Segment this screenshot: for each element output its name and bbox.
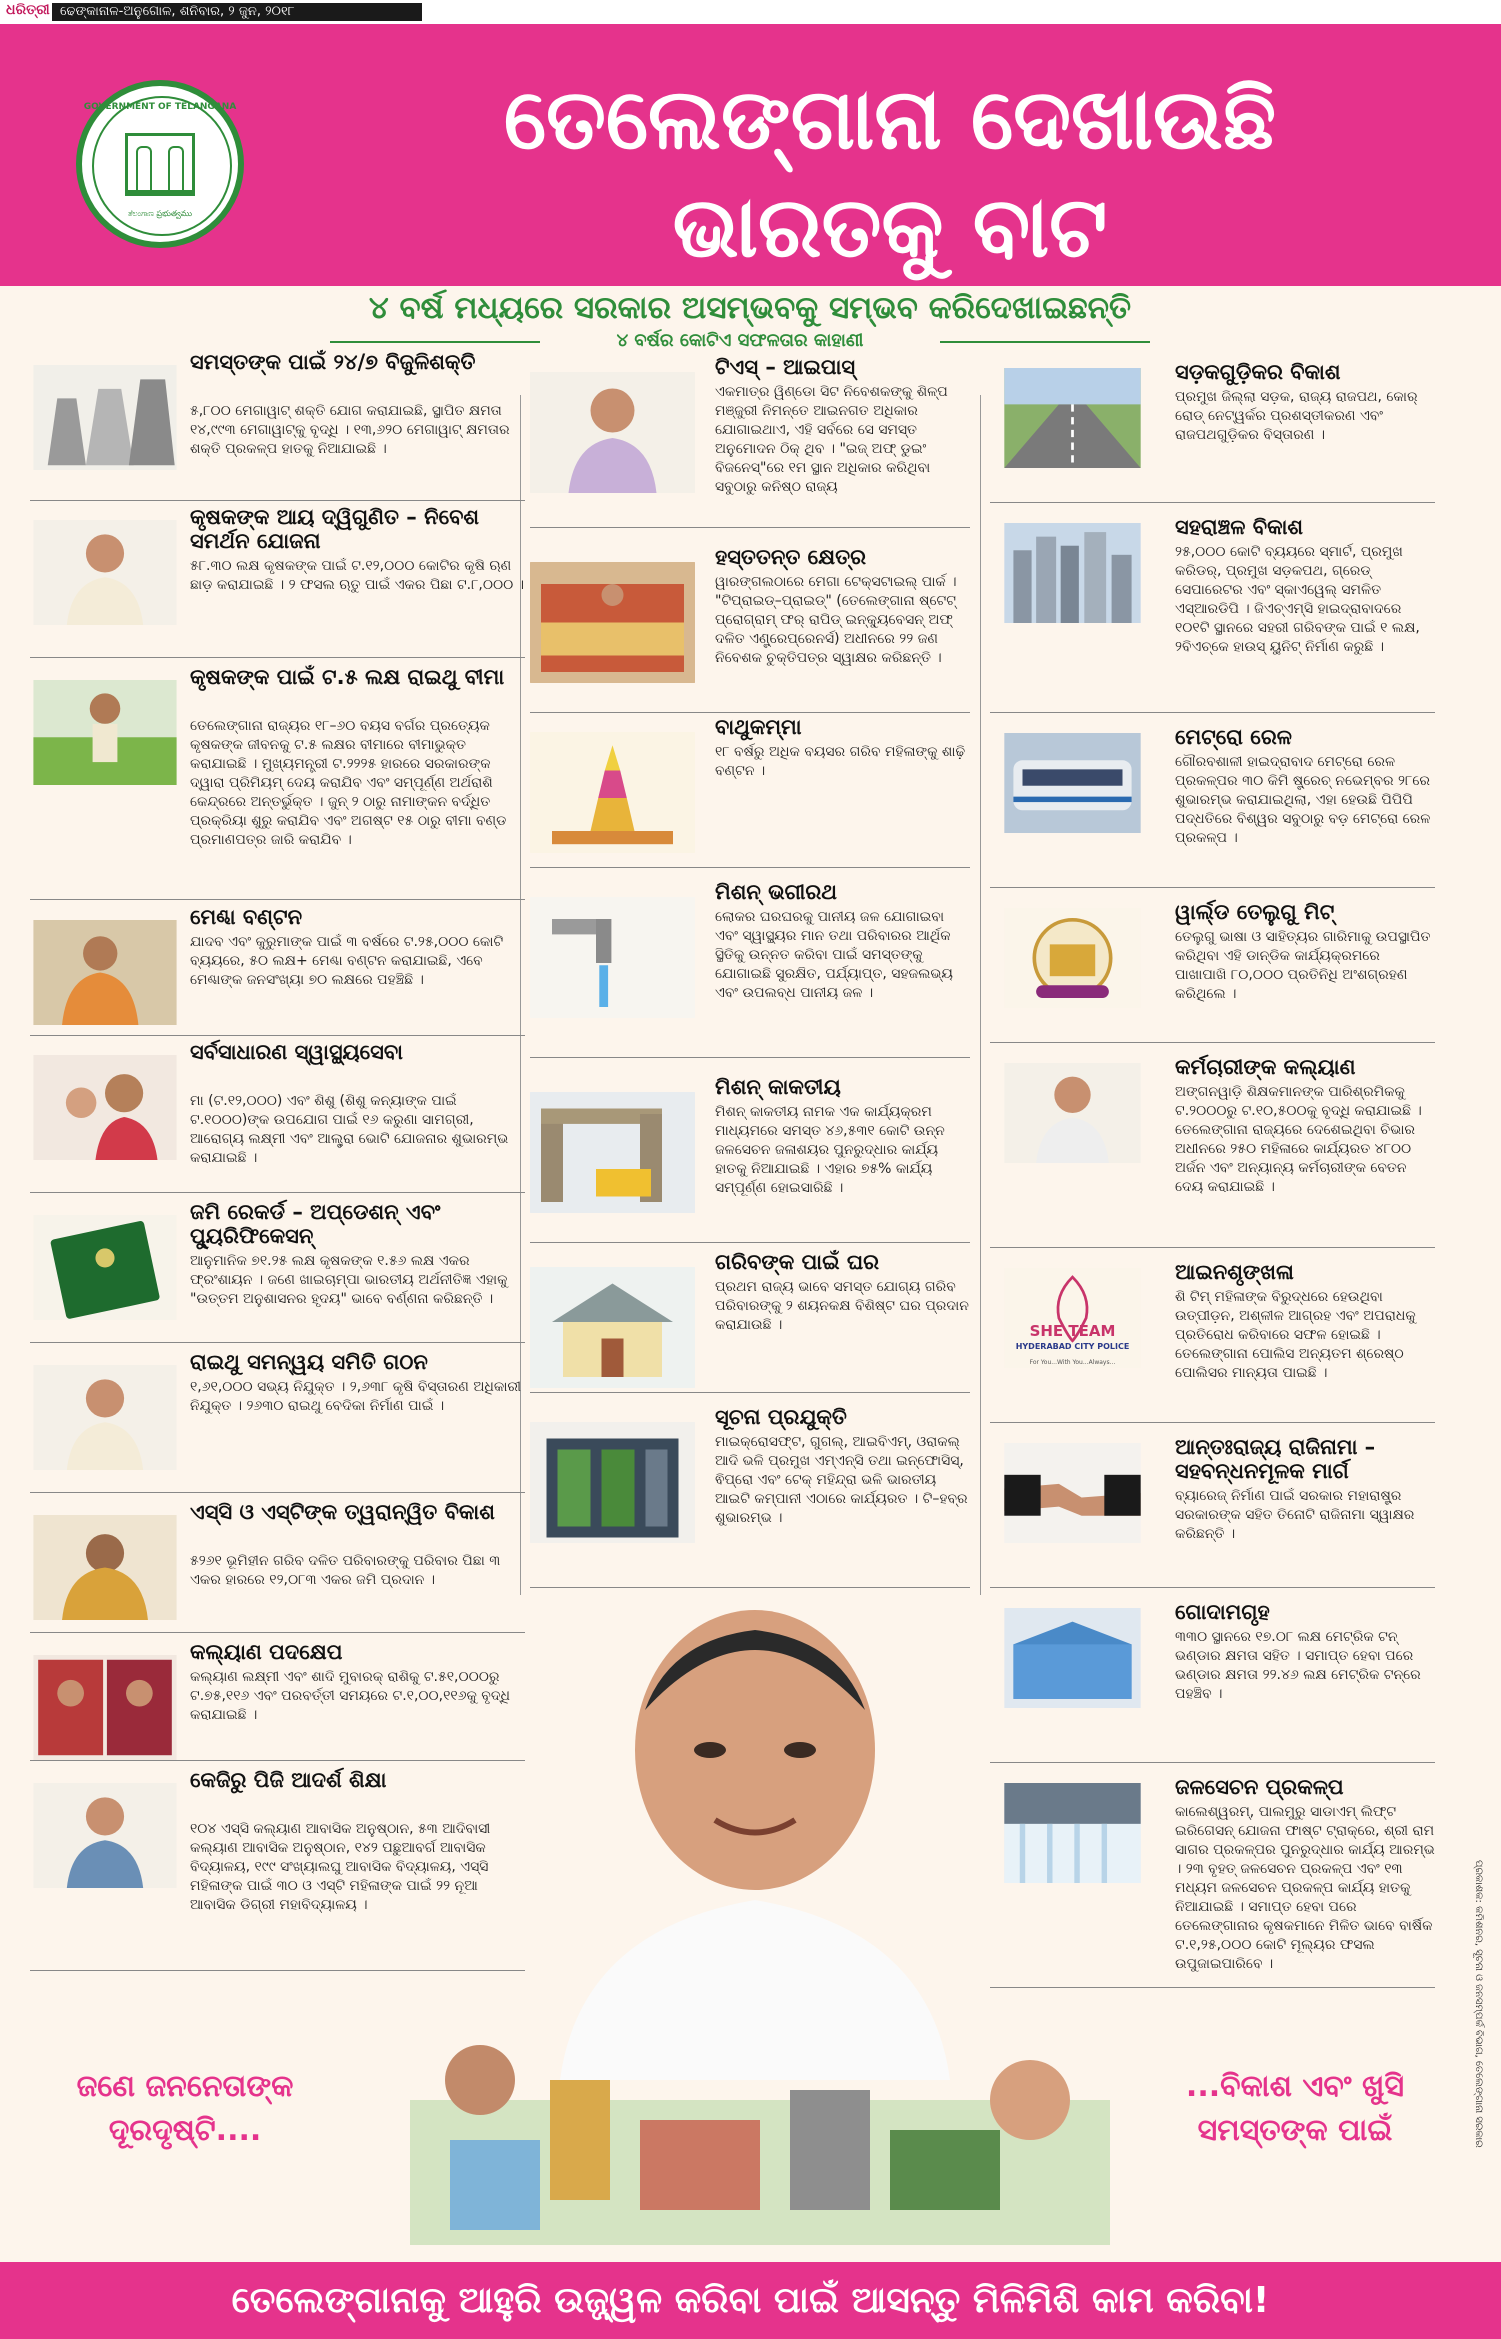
newspaper-brand: ଧରିତ୍ରୀ bbox=[6, 2, 50, 18]
col3-item bbox=[990, 900, 1435, 1040]
col3-item bbox=[990, 1600, 1435, 1760]
skyline-icon bbox=[990, 523, 1155, 623]
publisher-credit: ପ୍ରକାଶକ: କମିଶନର, ସୂଚନା ଓ ଜନସମ୍ପର୍କ ବିଭାଗ, ତେଲେଙ୍ଗାନା ସରକାର bbox=[1473, 1860, 1484, 2148]
farmer-field-icon bbox=[30, 680, 180, 785]
item-separator bbox=[530, 712, 970, 713]
subheadline: ୪ ବର୍ଷ ମଧ୍ୟରେ ସରକାର ଅସମ୍ଭବକୁ ସମ୍ଭବ କରିଦେଖାଇଛନ୍ତି bbox=[368, 290, 1132, 326]
headline-banner bbox=[0, 24, 1501, 286]
col2-item-title: ହସ୍ତତନ୍ତ କ୍ଷେତ୍ର bbox=[715, 545, 867, 569]
item-separator bbox=[990, 1422, 1435, 1423]
development-collage bbox=[410, 2020, 1110, 2245]
item-separator bbox=[30, 1342, 525, 1343]
col2-item-text: ମାଇକ୍ରୋସଫ୍ଟ, ଗୁଗଲ୍, ଆଇବିଏମ୍, ଓରାକଲ୍ ଆଦି ଭଳି ପ୍ରମୁଖ ଏମ୍‌ଏନ୍‌ସି ତଥା ଇନ୍‌ଫୋସିସ୍, ଵିପ୍ରୋ ଏବଂ ଟେକ୍ ମହିନ୍ଦ୍ରା ଭଳି ଭାରତୀୟ ଆଇଟି କମ୍ପାନୀ ଏଠାରେ କାର୍ଯ୍ୟରତ । ଟି–ହବ୍‌ର ଶୁଭାରମ୍ଭ । bbox=[715, 1434, 968, 1526]
col2-item bbox=[530, 355, 970, 525]
col3-item bbox=[990, 1055, 1435, 1245]
loom-icon bbox=[530, 560, 695, 685]
tagline: ୪ ବର୍ଷର କୋଟିଏ ସଫଳତାର କାହାଣୀ bbox=[550, 330, 930, 351]
col1-item-title: ସମସ୍ତଙ୍କ ପାଇଁ ୨୪/୭ ବିଜୁଳିଶକ୍ତି bbox=[190, 350, 476, 374]
col3-item bbox=[990, 1775, 1435, 1985]
item-separator bbox=[530, 1057, 970, 1058]
item-separator bbox=[990, 1042, 1435, 1043]
col2-item-title: ମିଶନ୍ ଭଗୀରଥ bbox=[715, 880, 837, 904]
item-separator bbox=[30, 1035, 525, 1036]
headline-line-2: ଭାରତକୁ ବାଟ bbox=[672, 178, 1108, 276]
power-plant-icon bbox=[30, 365, 180, 470]
dateline: ଢେଙ୍କାନାଳ-ଅନୁଗୋଳ, ଶନିବାର, ୨ ଜୁନ, ୨୦୧୮ bbox=[52, 3, 422, 21]
she-team-logo-text: SHE TEAM HYDERABAD CITY POLICE For You...With You...Always... bbox=[1015, 1322, 1130, 1366]
item-separator bbox=[990, 1587, 1435, 1588]
col2-item bbox=[530, 880, 970, 1055]
col2-item-text: ଏକମାତ୍ର ୱିଣ୍ଡୋ ସିଟ ନିବେଶକଙ୍କୁ ଶିଳ୍ପ ମଞ୍ଜୁରୀ ନିମନ୍ତେ ଆଇନଗତ ଅଧିକାର ଯୋଗାଇଥାଏ, ଏହି ସର୍ବରେ ସେ ସମସ୍ତ ଅନୁମୋଦନ ଠିକ୍ ଥିବ । "ଇଜ୍ ଅଫ୍ ଡୁଇଂ ବିଜନେସ୍"ରେ ୧ମ ସ୍ଥାନ ଅଧିକାର କରିଥିବା ସବୁଠାରୁ କନିଷ୍ଠ ରାଜ୍ୟ bbox=[715, 384, 948, 495]
col1-item-title: କୃଷକଙ୍କ ଆୟ ଦ୍ୱିଗୁଣିତ – ନିବେଶ ସମର୍ଥନ ଯୋଜନା bbox=[190, 505, 480, 553]
metro-train-icon bbox=[990, 733, 1155, 833]
col3-item-title: ସହରାଞ୍ଚଳ ବିକାଶ bbox=[1175, 515, 1304, 539]
highway-icon bbox=[990, 368, 1155, 468]
water-tap-icon bbox=[530, 895, 695, 1020]
warehouse-icon bbox=[990, 1608, 1155, 1708]
col2-item bbox=[530, 715, 970, 865]
col2-item-text: ୧୮ ବର୍ଷରୁ ଅଧିକ ବୟସର ଗରିବ ମହିଳାଙ୍କୁ ଶାଢ଼ି ବଣ୍ଟନ । bbox=[715, 744, 966, 779]
col1-item-title: କୃଷକଙ୍କ ପାଇଁ ଟ.୫ ଲକ୍ଷ ରାଇଥୁ ବୀମା bbox=[190, 665, 505, 689]
col2-item-text: ୱାରଙ୍ଗଲଠାରେ ମେଗା ଟେକ୍ସଟାଇଲ୍ ପାର୍କ । "ଟିପ୍ରାଇଡ୍–ପ୍ରାଇଡ୍" (ତେଲେଙ୍ଗାନା ଷ୍ଟେଟ୍ ପ୍ରୋଗ୍ରାମ୍ ଫର୍ ରାପିଡ୍ ଇନ୍‌କ୍ୟୁବେସନ୍ ଅଫ୍ ଦଳିତ ଏଣ୍ଟ୍ରେପ୍ରେନର୍ସ) ଅଧୀନରେ ୨୨ ଜଣ ନିବେଶକ ଚୁକ୍ତିପତ୍ର ସ୍ୱାକ୍ଷର କରିଛନ୍ତି । bbox=[715, 574, 957, 666]
house-icon bbox=[530, 1265, 695, 1390]
col1-item-text: ତେଲେଙ୍ଗାନା ରାଜ୍ୟର ୧୮–୬୦ ବୟସ ବର୍ଗର ପ୍ରତ୍ୟେକ କୃଷକଙ୍କ ଜୀବନକୁ ଟ.୫ ଲକ୍ଷର ବୀମାରେ ବୀମାଭୁକ୍ତ କରାଯାଇଛି । ମୁଖ୍ୟମନ୍ତ୍ରୀ ଟ.୨୨୨୫ ହାରରେ ସରକାରଙ୍କ ଦ୍ୱାରା ପ୍ରିମିୟମ୍ ଦେୟ କରାଯିବ ଏବଂ ସମ୍ପୂର୍ଣ୍ଣ ଅର୍ଥରାଶି କେନ୍ଦ୍ରରେ ଅନ୍ତର୍ଭୁକ୍ତ । ଜୁନ୍ ୨ ଠାରୁ ନାମାଙ୍କନ ବର୍ଦ୍ଧିତ ପ୍ରକ୍ରିୟା ଶୁରୁ କରାଯିବ ଏବଂ ଅଗଷ୍ଟ ୧୫ ଠାରୁ ବୀମା ବଣ୍ଡ ପ୍ରମାଣପତ୍ର ଜାରି କରାଯିବ । bbox=[190, 718, 507, 848]
ktr-portrait-icon bbox=[530, 370, 695, 495]
col3-item-text: ଗୌରବଶାଳୀ ହାଇଦ୍ରାବାଦ ମେଟ୍ରୋ ରେଳ ପ୍ରକଳ୍ପର ୩୦ କିମି ଷ୍ଟ୍ରେଚ୍ ନଭେମ୍ବର ୨୮ରେ ଶୁଭାରମ୍ଭ କରାଯାଇଥିଲା, ଏହା ହେଉଛି ପିପିପି ପଦ୍ଧତିରେ ବିଶ୍ୱର ସବୁଠାରୁ ବଡ଼ ମେଟ୍ରୋ ରେଳ ପ୍ରକଳ୍ପ । bbox=[1175, 754, 1431, 846]
col1-item-text: ୫,୮୦୦ ମେଗାୱାଟ୍ ଶକ୍ତି ଯୋଗ କରାଯାଇଛି, ସ୍ଥାପିତ କ୍ଷମତା ୧୪,୯୯୩ ମେଗାୱାଟ୍‌କୁ ବୃଦ୍ଧି । ୧୩,୬୨୦ ମେଗାୱାଟ୍ କ୍ଷମତାର ଶକ୍ତି ପ୍ରକଳ୍ପ ହାତକୁ ନିଆଯାଇଛି । bbox=[190, 403, 510, 457]
item-separator bbox=[990, 1762, 1435, 1763]
col3-item-text: ଶି ଟିମ୍ ମହିଳାଙ୍କ ବିରୁଦ୍ଧରେ ହେଉଥିବା ଉତ୍ପୀଡ଼ନ, ଅଶ୍ଳୀଳ ଆଗ୍ରହ ଏବଂ ଅପରାଧକୁ ପ୍ରତିରୋଧ କରିବାରେ ସଫଳ ହୋଇଛି । ତେଲେଙ୍ଗାନା ପୋଲିସ ଅନ୍ୟତମ ଶ୍ରେଷ୍ଠ ପୋଲିସର ମାନ୍ୟତା ପାଇଛି । bbox=[1175, 1289, 1416, 1381]
item-separator bbox=[990, 712, 1435, 713]
item-separator bbox=[30, 899, 525, 900]
col3-item-text: କାଲେଶ୍ୱରମ୍, ପାଲମୁରୁ ସାଡାଏମ୍ ଲିଫ୍ଟ ଇରିଗେସନ୍ ଯୋଜନା ଫାଷ୍ଟ ଟ୍ରାକ୍‌ରେ, ଶ୍ରୀ ରାମ ସାଗର ପ୍ରକଳ୍ପର ପୁନରୁଦ୍ଧାର କାର୍ଯ୍ୟ ଆରମ୍ଭ । ୨୩ ବୃହତ୍ ଜଳସେଚନ ପ୍ରକଳ୍ପ ଏବଂ ୧୩ ମଧ୍ୟମ ଜଳସେଚନ ପ୍ରକଳ୍ପ କାର୍ଯ୍ୟ ହାତକୁ ନିଆଯାଇଛି । ସମାପ୍ତ ହେବା ପରେ ତେଲେଙ୍ଗାନାର କୃଷକମାନେ ମିଳିତ ଭାବେ ବାର୍ଷିକ ଟ.୧,୨୫,୦୦୦ କୋଟି ମୂଲ୍ୟର ଫସଲ ଉପୁଜାଇପାରିବେ । bbox=[1175, 1804, 1435, 1972]
old-man-icon bbox=[30, 1365, 180, 1470]
col1-item bbox=[30, 1350, 525, 1490]
col3-item-text: ୩୩୦ ସ୍ଥାନରେ ୧୭.୦୮ ଲକ୍ଷ ମେଟ୍ରିକ ଟନ୍ ଭଣ୍ଡାର କ୍ଷମତା ସହିତ । ସମାପ୍ତ ହେବା ପରେ ଭଣ୍ଡାର କ୍ଷମତା ୨୨.୪୬ ଲକ୍ଷ ମେଟ୍ରିକ ଟନ୍‌ରେ ପହଞ୍ଚିବ । bbox=[1175, 1629, 1421, 1702]
slogan-right: ...ବିକାଶ ଏବଂ ଖୁସି ସମସ୍ତଙ୍କ ପାଇଁ bbox=[1185, 2069, 1405, 2148]
it-building-icon bbox=[530, 1420, 695, 1545]
col1-item-text: ଯାଦବ ଏବଂ କୁରୁମାଙ୍କ ପାଇଁ ୩ ବର୍ଷରେ ଟ.୨୫,୦୦୦ କୋଟି ବ୍ୟୟରେ, ୫୦ ଲକ୍ଷ+ ମେଣ୍ଢା ବଣ୍ଟନ କରାଯାଇଛି, ଏବେ ମେଣ୍ଢାଙ୍କ ଜନସଂଖ୍ୟା ୭୦ ଲକ୍ଷରେ ପହଞ୍ଚିଛି । bbox=[190, 934, 504, 988]
col3-item-title: ଗୋଦାମଗୃହ bbox=[1175, 1600, 1270, 1624]
young-man-icon bbox=[990, 1063, 1155, 1163]
item-separator bbox=[530, 1587, 970, 1588]
col1-item bbox=[30, 665, 525, 897]
telangana-seal-logo bbox=[76, 80, 244, 248]
col1-item-text: ମା (ଟ.୧୨,୦୦୦) ଏବଂ ଶିଶୁ (ଶିଶୁ କନ୍ୟାଙ୍କ ପାଇଁ ଟ.୧୦୦୦)ଙ୍କ ଉପଯୋଗ ପାଇଁ ୧୬ କରୁଣା ସାମଗ୍ରୀ, ଆରୋଗ୍ୟ ଲକ୍ଷ୍ମୀ ଏବଂ ଆଲ୍ଟ୍ରା ଭୋଟି ଯୋଜନାର ଶୁଭାରମ୍ଭ କରାଯାଇଛି । bbox=[190, 1093, 509, 1166]
headline-line-1: ତେଲେଙ୍ଗାନା ଦେଖାଉଛି bbox=[503, 70, 1277, 168]
seal-bottom-text: ತೆಲಂಗಾಣ ప్రభుత్వము bbox=[128, 209, 192, 218]
col3-item-title: ସଡ଼କଗୁଡ଼ିକର ବିକାଶ bbox=[1175, 360, 1341, 384]
mother-child-icon bbox=[30, 1055, 180, 1160]
col3-item-title: ଆନ୍ତଃରାଜ୍ୟ ରାଜିନାମା – ସହବନ୍ଧନମୂଳକ ମାର୍ଗ bbox=[1175, 1435, 1376, 1483]
col3-item-title: ଆଇନଶୃଙ୍ଖଳା bbox=[1175, 1260, 1294, 1284]
col2-item-title: ଗରିବଙ୍କ ପାଇଁ ଘର bbox=[715, 1250, 880, 1274]
col1-item-text: ୫୮.୩୦ ଲକ୍ଷ କୃଷକଙ୍କ ପାଇଁ ଟ.୧୨,୦୦୦ କୋଟିର କୃଷି ଋଣ ଛାଡ଼ କରାଯାଇଛି । ୨ ଫସଲ ଋତୁ ପାଇଁ ଏକର ପିଛା ଟ.୮,୦୦୦ । bbox=[190, 558, 525, 593]
col2-item-title: ଟିଏସ୍ – ଆଇପାସ୍ bbox=[715, 355, 856, 379]
item-separator bbox=[30, 1492, 525, 1493]
item-separator bbox=[30, 500, 525, 501]
col1-item-title: ମେଣ୍ଢା ବଣ୍ଟନ bbox=[190, 905, 303, 929]
col2-item-title: ବାଥୁକମ୍ମା bbox=[715, 715, 802, 739]
col3-item-title: ୱାର୍ଲ୍ଡ ତେଲୁଗୁ ମିଟ୍ bbox=[1175, 900, 1335, 924]
col3-item bbox=[990, 1435, 1435, 1585]
col1-item-text: ଆନୁମାନିକ ୭୧.୨୫ ଲକ୍ଷ କୃଷକଙ୍କ ୧.୫୬ ଲକ୍ଷ ଏକର ଫ୍ରଂଶାୟନ । ଜଣେ ଖାଇଚାମ୍ପା ଭାରତୀୟ ଅର୍ଥନୀତିଜ୍ଞ ଏହାକୁ "ଉତ୍ତମ ଅନୁଶାସନର ହୃଦୟ" ଭାବେ ବର୍ଣ୍ଣନା କରିଛନ୍ତି । bbox=[190, 1253, 508, 1307]
col2-item-title: ସୂଚନା ପ୍ରଯୁକ୍ତି bbox=[715, 1405, 847, 1429]
col1-item-title: କଲ୍ୟାଣ ପଦକ୍ଷେପ bbox=[190, 1640, 343, 1664]
item-separator bbox=[990, 1247, 1435, 1248]
col1-item-text: ୧,୬୧,୦୦୦ ସଭ୍ୟ ନିଯୁକ୍ତ । ୨,୬୩୮ କୃଷି ବିସ୍ତାରଣ ଅଧିକାରୀ ନିଯୁକ୍ତ । ୨୬୩୦ ରାଇଥୁ ବେଦିକା ନିର୍ମାଣ ପାଇଁ । bbox=[190, 1379, 522, 1414]
col2-item bbox=[530, 1250, 970, 1390]
tagline-rule-left bbox=[330, 341, 540, 343]
col1-item-title: ଜମି ରେକର୍ଡ – ଅପ୍‌ଡେଶନ୍ ଏବଂ ପ୍ୟୁରିଫିକେସନ୍ bbox=[190, 1200, 441, 1248]
col1-item-title: ସର୍ବସାଧାରଣ ସ୍ୱାସ୍ଥ୍ୟସେବା bbox=[190, 1040, 403, 1064]
slogan-left: ଜଣେ ଜନନେତାଙ୍କ ଦୂରଦୃଷ୍ଟି.... bbox=[76, 2069, 294, 2148]
handshake-icon bbox=[990, 1443, 1155, 1543]
col1-item bbox=[30, 350, 525, 498]
col1-item-text: ୫୨୬୧ ଭୂମିହୀନ ଗରିବ ଦଳିତ ପରିବାରଙ୍କୁ ପରିବାର ପିଛା ୩ ଏକର ହାରରେ ୧୨,୦୮୩ ଏକର ଜମି ପ୍ରଦାନ । bbox=[190, 1553, 501, 1588]
col1-item-title: ଏସ୍‌ସି ଓ ଏସ୍‌ଟିଙ୍କ ତ୍ୱରାନ୍ୱିତ ବିକାଶ bbox=[190, 1500, 495, 1524]
col2-item bbox=[530, 1075, 970, 1240]
col2-item-title: ମିଶନ୍ କାକତୀୟ bbox=[715, 1075, 841, 1099]
col3-item-text: ତେଲୁଗୁ ଭାଷା ଓ ସାହିତ୍ୟର ଗାରିମାକୁ ଉପସ୍ଥାପିତ କରିଥିବା ଏହି ଡାନ୍‌ଡିକ କାର୍ଯ୍ୟକ୍ରମରେ ପାଖାପାଖି ୮୦,୦୦୦ ପ୍ରତିନିଧି ଅଂଶଗ୍ରହଣ କରିଥିଲେ । bbox=[1175, 929, 1431, 1002]
farmer-icon bbox=[30, 520, 180, 625]
old-woman-icon bbox=[30, 1515, 180, 1620]
student-icon bbox=[30, 1783, 180, 1888]
item-separator bbox=[990, 502, 1435, 503]
col3-item-title: ମେଟ୍ରୋ ରେଳ bbox=[1175, 725, 1292, 749]
col1-item-text: କଲ୍ୟାଣ ଲକ୍ଷ୍ମୀ ଏବଂ ଶାଦି ମୁବାରକ୍ ରାଶିକୁ ଟ.୫୧,୦୦୦ରୁ ଟ.୭୫,୧୧୬ ଏବଂ ପରବର୍ତ୍ତୀ ସମୟରେ ଟ.୧,୦୦,୧୧୬କୁ ବୃଦ୍ଧି କରାଯାଇଛି । bbox=[190, 1669, 510, 1723]
col3-item-text: ଅଙ୍ଗନୱାଡ଼ି ଶିକ୍ଷକମାନଙ୍କ ପାରିଶ୍ରମିକକୁ ଟ.୨୦୦୦ରୁ ଟ.୧୦,୫୦୦କୁ ବୃଦ୍ଧି କରାଯାଇଛି । ତେଲେଙ୍ଗାନା ରାଜ୍ୟରେ ଦେଶେଇଥିବା ଚିଭାର ଅଧୀନରେ ୨୫୦ ମହିଳାରେ କାର୍ଯ୍ୟରତ ୪୮୦୦ ଅର୍ଜନ ଏବଂ ଅନ୍ୟାନ୍ୟ କର୍ମଚାରୀଙ୍କ ବେତନ ଦେୟ କରାଯାଇଛି । bbox=[1175, 1084, 1422, 1195]
passbook-icon bbox=[30, 1215, 180, 1320]
col1-item bbox=[30, 1500, 525, 1630]
column-divider-2 bbox=[980, 395, 981, 1595]
col3-item bbox=[990, 1260, 1435, 1420]
col2-item bbox=[530, 545, 970, 710]
col3-item-text: ବ୍ୟାରେଜ୍ ନିର୍ମାଣ ପାଇଁ ସରକାର ମହାରାଷ୍ଟ୍ର ସରକାରଙ୍କ ସହିତ ତିନୋଟି ରାଜିନାମା ସ୍ୱାକ୍ଷର କରିଛନ୍ତି । bbox=[1175, 1488, 1415, 1542]
col3-item-text: ପ୍ରମୁଖ ଜିଲ୍ଲା ସଡ଼କ, ରାଜ୍ୟ ରାଜପଥ, କୋର୍ ରୋଡ୍ ନେଟ୍‌ୱର୍କର ପ୍ରଶସ୍ତୀକରଣ ଏବଂ ରାଜପଥଗୁଡ଼ିକର ବିସ୍ତାରଣ । bbox=[1175, 389, 1418, 443]
sheep-woman-icon bbox=[30, 920, 180, 1025]
footer-banner: ତେଲେଙ୍ଗାନାକୁ ଆହୁରି ଉଜ୍ଜ୍ୱଳ କରିବା ପାଇଁ ଆସନ୍ତୁ ମିଳିମିଶି କାମ କରିବା! bbox=[0, 2262, 1501, 2339]
col1-item-text: ୧୦୪ ଏସ୍‌ସି କଲ୍ୟାଣ ଆବାସିକ ଅନୁଷ୍ଠାନ, ୫୩ ଆଦିବାସୀ କଲ୍ୟାଣ ଆବାସିକ ଅନୁଷ୍ଠାନ, ୧୪୨ ପଛୁଆବର୍ଗ ଆବାସିକ ବିଦ୍ୟାଳୟ, ୧୯୯ ସଂଖ୍ୟାଲଘୁ ଆବାସିକ ବିଦ୍ୟାଳୟ, ଏସ୍‌ସି ମହିଳାଙ୍କ ପାଇଁ ୩୦ ଓ ଏସ୍‌ଟି ମହିଳାଙ୍କ ପାଇଁ ୨୨ ନୂଆ ଆବାସିକ ଡିଗ୍ରୀ ମହାବିଦ୍ୟାଳୟ । bbox=[190, 1821, 491, 1913]
item-separator bbox=[530, 1392, 970, 1393]
item-separator bbox=[30, 1760, 525, 1761]
col1-item bbox=[30, 505, 525, 655]
item-separator bbox=[530, 1242, 970, 1243]
item-separator bbox=[30, 1632, 525, 1633]
she-team-logo-icon bbox=[990, 1268, 1155, 1368]
col3-item bbox=[990, 360, 1435, 500]
tagline-rule-right bbox=[940, 341, 1150, 343]
col3-item-title: କର୍ମଚାରୀଙ୍କ କଲ୍ୟାଣ bbox=[1175, 1055, 1356, 1079]
arch-excavator-icon bbox=[530, 1090, 695, 1215]
item-separator bbox=[30, 657, 525, 658]
col3-item bbox=[990, 725, 1435, 885]
col1-item-title: ରାଇଥୁ ସମନ୍ୱୟ ସମିତି ଗଠନ bbox=[190, 1350, 428, 1374]
item-separator bbox=[530, 527, 970, 528]
col2-item-text: ପ୍ରଥମ ରାଜ୍ୟ ଭାବେ ସମସ୍ତ ଯୋଗ୍ୟ ଗରିବ ପରିବାରଙ୍କୁ ୨ ଶୟନକକ୍ଷ ବିଶିଷ୍ଟ ଘର ପ୍ରଦାନ କରାଯାଉଛି । bbox=[715, 1279, 969, 1333]
bathukamma-icon bbox=[530, 730, 695, 855]
item-separator bbox=[30, 1970, 525, 1971]
col1-item bbox=[30, 1040, 525, 1190]
item-separator bbox=[30, 1192, 525, 1193]
col2-item-text: ମିଶନ୍ କାକତୀୟ ନାମକ ଏକ କାର୍ଯ୍ୟକ୍ରମ ମାଧ୍ୟମରେ ସମସ୍ତ ୪୬,୫୩୧ କୋଟି ଉନ୍ନ ଜଳସେଚନ ଜଳାଶୟର ପୁନରୁଦ୍ଧାର କାର୍ଯ୍ୟ ହାତକୁ ନିଆଯାଇଛି । ଏହାର ୭୫% କାର୍ଯ୍ୟ ସମ୍ପୂର୍ଣ୍ଣ ହୋଇସାରିଛି । bbox=[715, 1104, 945, 1196]
col3-item-title: ଜଳସେଚନ ପ୍ରକଳ୍ପ bbox=[1175, 1775, 1344, 1799]
item-separator bbox=[990, 887, 1435, 888]
masthead-strip bbox=[0, 0, 1501, 24]
chief-minister-portrait bbox=[540, 1600, 970, 2080]
col3-item bbox=[990, 515, 1435, 710]
col2-item-text: ଲୋକର ଘରଘରକୁ ପାନୀୟ ଜଳ ଯୋଗାଇବା ଏବଂ ସ୍ୱାସ୍ଥ୍ୟର ମାନ ତଥା ପରିବାରର ଆର୍ଥିକ ସ୍ଥିତିକୁ ଉନ୍ନତ କରିବା ପାଇଁ ସମସ୍ତଙ୍କୁ ଯୋଗାଇଛି ସୁରକ୍ଷିତ, ପର୍ଯ୍ୟାପ୍ତ, ସହଜଲଭ୍ୟ ଏବଂ ଉପଲବ୍ଧ ପାନୀୟ ଜଳ । bbox=[715, 909, 953, 1001]
col3-item-text: ୨୫,୦୦୦ କୋଟି ବ୍ୟୟରେ ସ୍ମାର୍ଟ, ପ୍ରମୁଖ କରିଡର୍, ପ୍ରମୁଖ ସଡ଼କପଥ, ଗ୍ରେଡ୍ ସେପାରେଟର ଏବଂ ସ୍କାଏୱେଲ୍ ସମଳିତ ଏସ୍‌ଆରଡିପି । ଜିଏଚ୍‌ଏମ୍‌ସି ହାଇଦ୍ରାବାଦରେ ୧୦୧ଟି ସ୍ଥାନରେ ସହରୀ ଗରିବଙ୍କ ପାଇଁ ୧ ଲକ୍ଷ, ୨ବିଏଚ୍‌କେ ହାଉସ୍ ୟୁନିଟ୍ ନିର୍ମାଣ କରୁଛି । bbox=[1175, 544, 1420, 655]
col1-item-title: କେଜିରୁ ପିଜି ଆଦର୍ଶ ଶିକ୍ଷା bbox=[190, 1768, 387, 1792]
item-separator bbox=[990, 1987, 1435, 1988]
tagline-rule bbox=[330, 330, 1150, 352]
col1-item bbox=[30, 1640, 525, 1758]
col1-item bbox=[30, 1200, 525, 1340]
kakatiya-gate-icon bbox=[125, 133, 195, 196]
col2-item bbox=[530, 1405, 970, 1585]
brides-icon bbox=[30, 1655, 180, 1760]
seal-top-text: GOVERNMENT OF TELANGANA bbox=[83, 102, 237, 112]
dam-icon bbox=[990, 1783, 1155, 1883]
col1-item bbox=[30, 905, 525, 1033]
item-separator bbox=[530, 867, 970, 868]
telugu-logo-icon bbox=[990, 908, 1155, 1008]
col1-item bbox=[30, 1768, 525, 1968]
